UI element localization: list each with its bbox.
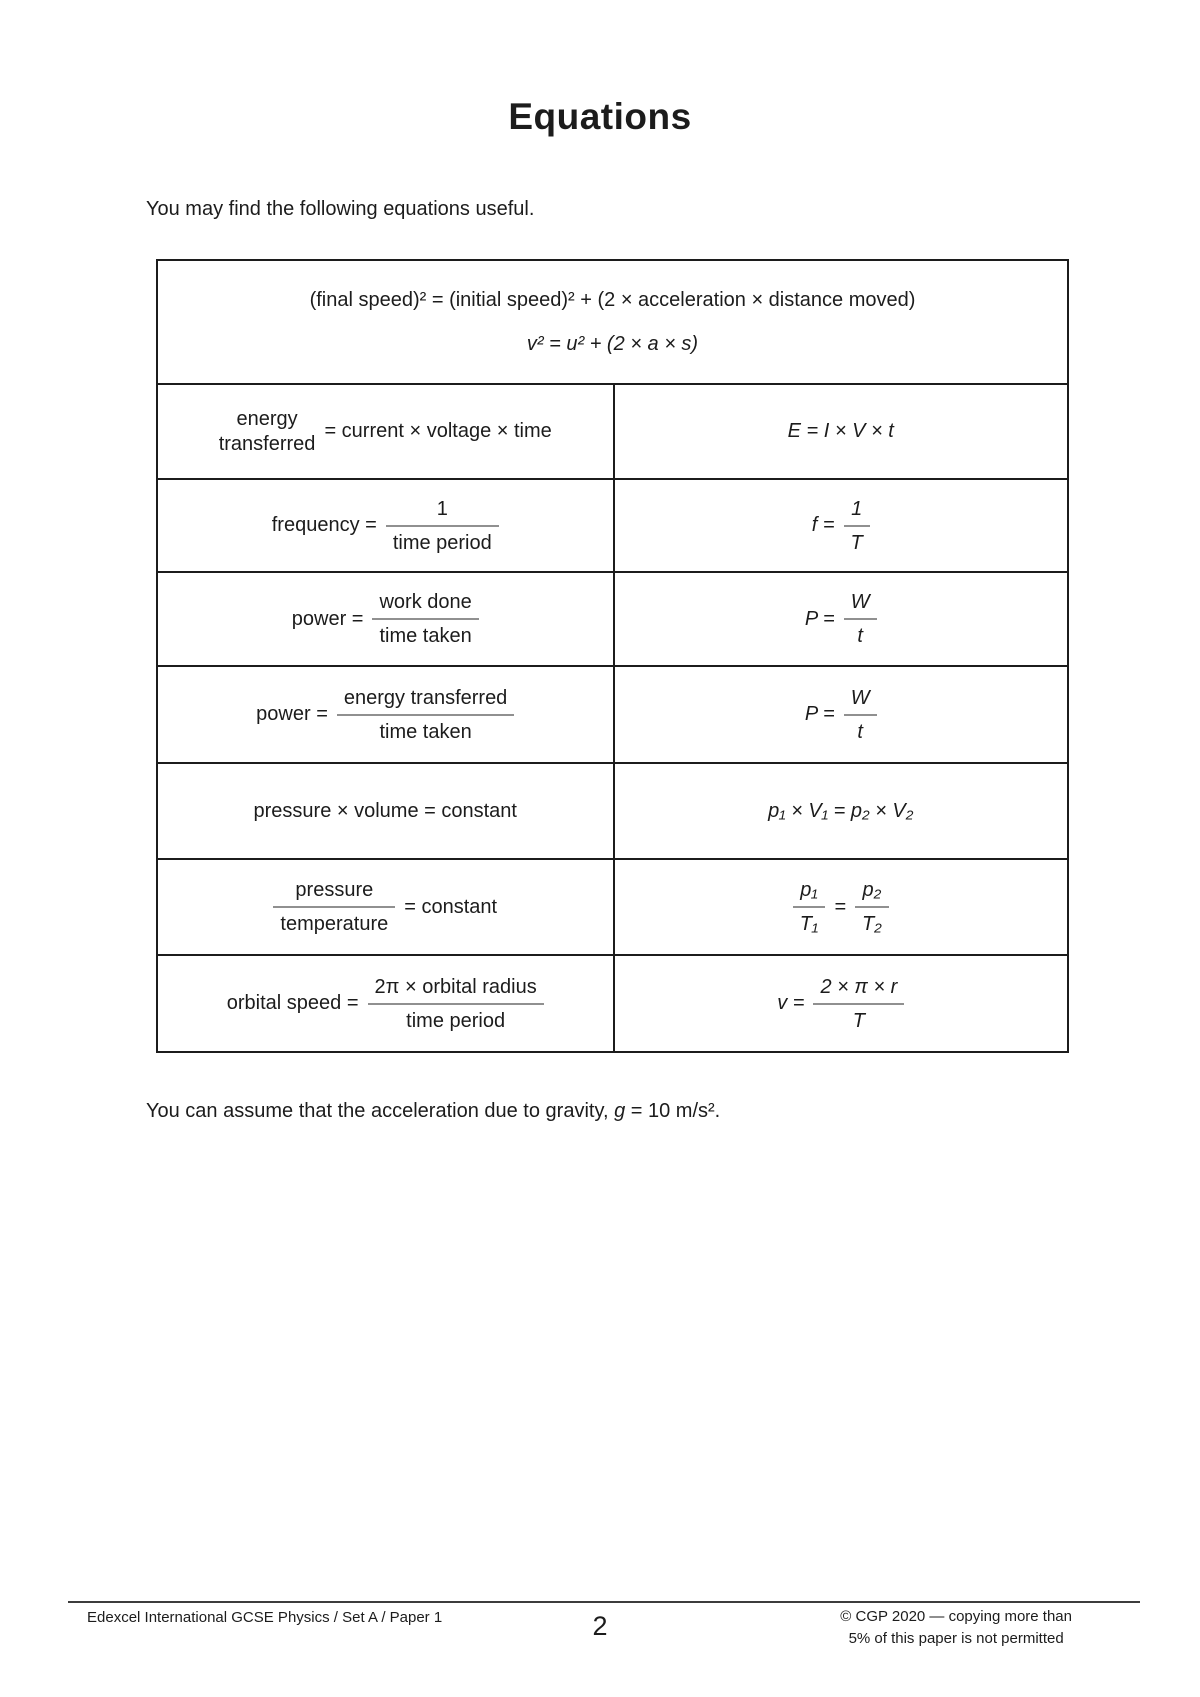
table-row-boyle <box>158 764 1067 860</box>
page-number: 2 <box>592 1611 608 1641</box>
speed-equation-words: (final speed)² = (initial speed)² + (2 × acceleration × distance moved) <box>309 288 916 311</box>
fraction-denominator: time taken <box>379 625 472 647</box>
speed-equation-symbols: v² = u² + (2 × a × s) <box>526 332 699 355</box>
power-energy-words-prefix: power = <box>256 703 328 725</box>
equations-table <box>156 259 1069 1053</box>
fraction-numerator: p₂ <box>855 878 889 908</box>
fraction-denominator: t <box>857 720 863 743</box>
gravity-symbol: g <box>614 1100 626 1122</box>
energy-label-line1: energy <box>236 408 298 431</box>
footer-copyright-line2: 5% of this paper is not permitted <box>848 1630 1064 1647</box>
fraction-numerator: 1 <box>386 497 499 527</box>
table-row-power-work <box>158 573 1067 667</box>
orbital-symbols-fraction <box>813 975 904 1033</box>
pressure-temp-words-fraction <box>273 878 395 936</box>
pressure-temp-symbols-cell <box>613 860 1068 954</box>
table-row-orbital <box>158 956 1067 1051</box>
fraction-numerator: W <box>844 686 877 716</box>
power-energy-symbols-prefix: P = <box>804 703 835 725</box>
footer-divider <box>68 1601 1140 1603</box>
fraction-numerator: pressure <box>273 878 395 908</box>
fraction-denominator: time taken <box>379 720 472 743</box>
orbital-words-prefix: orbital speed = <box>226 992 359 1014</box>
fraction-denominator: T <box>852 1009 865 1032</box>
pressure-temp-symbols-equals: = <box>834 895 846 918</box>
fraction-numerator: work done <box>372 590 478 620</box>
table-row-pressure-temp <box>158 860 1067 956</box>
frequency-symbols-prefix: f = <box>811 514 835 536</box>
frequency-words-fraction <box>386 497 499 555</box>
fraction-numerator: energy transferred <box>337 686 514 716</box>
frequency-words-cell <box>158 480 613 571</box>
power-work-symbols-cell <box>613 573 1068 665</box>
energy-words-rest: = current × voltage × time <box>324 420 552 442</box>
boyle-words-cell: pressure × volume = constant <box>253 799 517 822</box>
frequency-symbols-fraction <box>844 497 870 555</box>
power-work-symbols-fraction <box>844 590 877 648</box>
power-energy-words-fraction <box>337 686 514 744</box>
frequency-words-prefix: frequency = <box>271 514 377 536</box>
fraction-numerator: 2 × π × r <box>813 975 904 1005</box>
orbital-symbols-prefix: v = <box>777 992 805 1014</box>
gravity-note-post: = 10 m/s². <box>625 1100 721 1122</box>
fraction-denominator: time period <box>406 1009 506 1032</box>
speed-equation-cell <box>158 261 1067 383</box>
power-work-words-fraction <box>372 590 478 648</box>
table-row-speed <box>158 261 1067 385</box>
pressure-temp-symbols-fraction1 <box>793 878 826 936</box>
table-row-frequency <box>158 480 1067 573</box>
table-row-energy <box>158 385 1067 480</box>
gravity-note <box>146 1100 720 1123</box>
pressure-temp-words-suffix: = constant <box>404 895 498 918</box>
orbital-symbols-cell <box>613 956 1068 1051</box>
fraction-denominator: t <box>857 625 863 647</box>
gravity-note-pre: You can assume that the acceleration due to gravity, <box>146 1100 615 1122</box>
fraction-denominator: temperature <box>280 913 389 935</box>
power-energy-symbols-cell <box>613 667 1068 762</box>
orbital-words-fraction <box>368 975 544 1033</box>
frequency-symbols-cell <box>613 480 1068 571</box>
intro-text: You may find the following equations useful. <box>146 198 535 220</box>
footer-copyright <box>840 1606 1072 1650</box>
table-row-power-energy <box>158 667 1067 764</box>
fraction-numerator: W <box>844 590 877 620</box>
footer-paper-title: Edexcel International GCSE Physics / Set A / Paper 1 <box>87 1609 443 1626</box>
power-work-symbols-prefix: P = <box>804 607 835 630</box>
footer-copyright-line1: © CGP 2020 — copying more than <box>840 1608 1072 1625</box>
energy-transferred-label <box>219 407 316 456</box>
fraction-numerator: 2π × orbital radius <box>368 975 544 1005</box>
power-energy-symbols-fraction <box>844 686 877 744</box>
pressure-temp-symbols-fraction2 <box>855 878 889 936</box>
page-title: Equations <box>508 96 692 137</box>
power-energy-words-cell <box>158 667 613 762</box>
energy-words-cell <box>158 385 613 478</box>
fraction-numerator: 1 <box>844 497 870 527</box>
pressure-temp-words-cell <box>158 860 613 954</box>
fraction-denominator: T₂ <box>861 913 882 935</box>
fraction-denominator: T <box>850 531 863 554</box>
fraction-denominator: time period <box>392 531 492 554</box>
fraction-numerator: p₁ <box>793 878 826 908</box>
fraction-denominator: T₁ <box>799 913 819 935</box>
energy-label-line2: transferred <box>218 432 316 455</box>
power-work-words-prefix: power = <box>291 607 364 630</box>
boyle-symbols-cell: p₁ × V₁ = p₂ × V₂ <box>613 764 1068 858</box>
orbital-words-cell <box>158 956 613 1051</box>
power-work-words-cell <box>158 573 613 665</box>
energy-symbols-cell: E = I × V × t <box>613 385 1068 478</box>
